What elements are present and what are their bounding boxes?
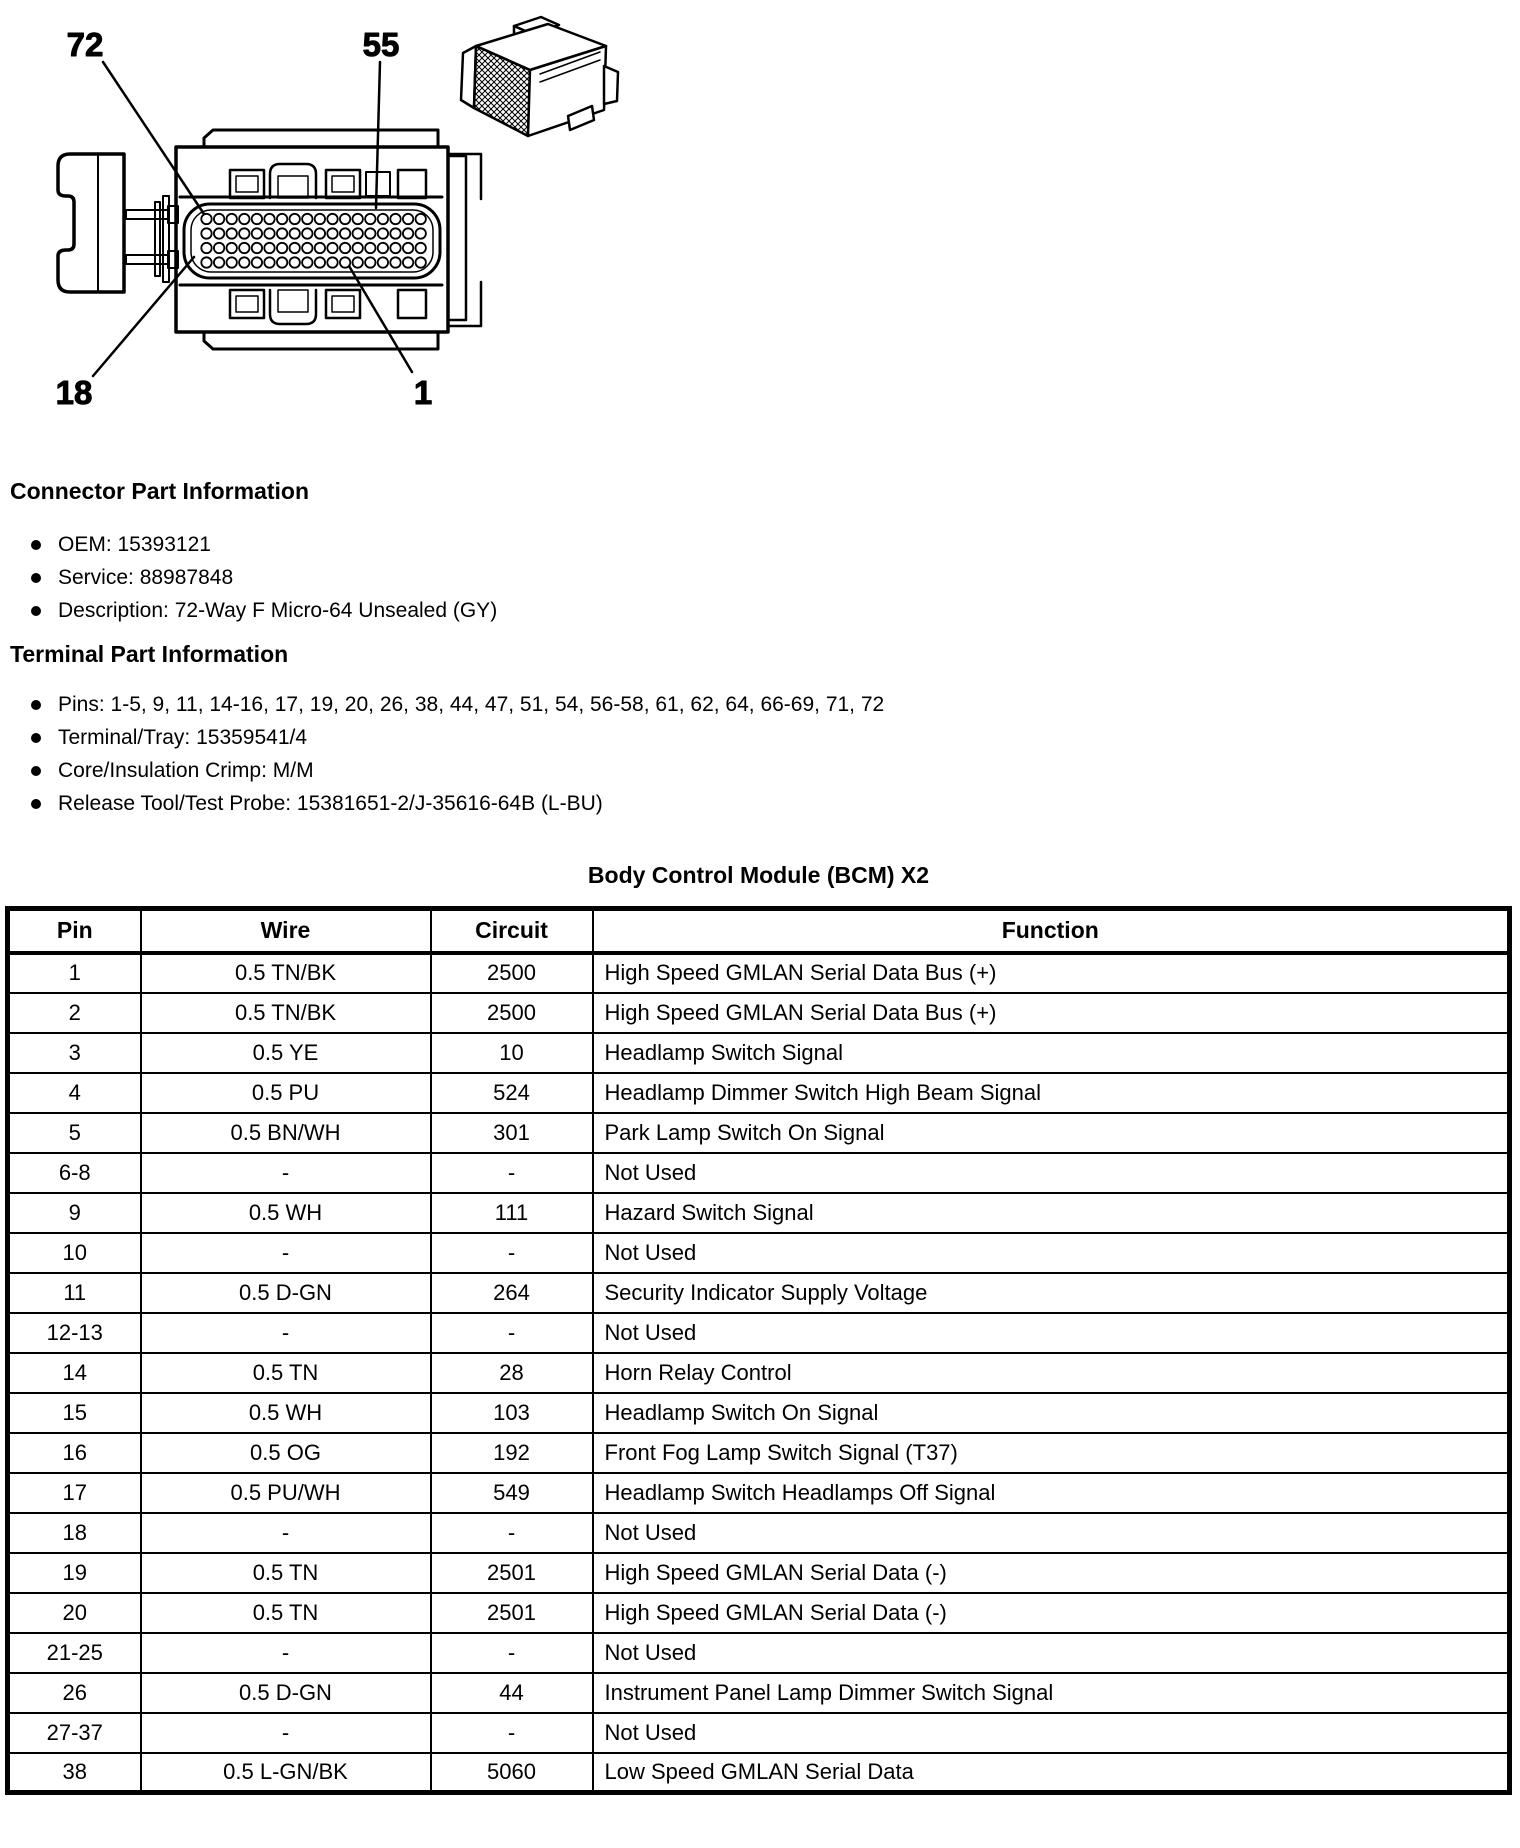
cell-function: Headlamp Dimmer Switch High Beam Signal: [593, 1073, 1510, 1113]
list-item-text: OEM: 15393121: [58, 532, 211, 556]
cell-wire: -: [141, 1713, 431, 1753]
leader-line-72: [103, 62, 204, 214]
column-header-function: Function: [593, 909, 1510, 953]
cell-wire: 0.5 BN/WH: [141, 1113, 431, 1153]
cell-circuit: 103: [431, 1393, 593, 1433]
pin-label-72: 72: [66, 26, 104, 63]
cell-circuit: 192: [431, 1433, 593, 1473]
cell-pin: 6-8: [8, 1153, 141, 1193]
list-item-text: Core/Insulation Crimp: M/M: [58, 758, 314, 782]
cell-wire: 0.5 TN: [141, 1353, 431, 1393]
cell-pin: 15: [8, 1393, 141, 1433]
bullet-icon: [31, 606, 41, 616]
cell-wire: -: [141, 1513, 431, 1553]
list-item: [31, 721, 884, 754]
table-title: Body Control Module (BCM) X2: [587, 862, 930, 888]
cell-pin: 18: [8, 1513, 141, 1553]
list-item: [31, 787, 884, 820]
connector-part-info-heading: Connector Part Information: [10, 478, 310, 504]
leader-line-18: [93, 257, 194, 376]
table-row: [8, 1593, 1510, 1633]
cell-wire: 0.5 TN/BK: [141, 953, 431, 993]
cell-circuit: 44: [431, 1673, 593, 1713]
pin-label-18: 18: [55, 374, 93, 411]
cell-function: Headlamp Switch On Signal: [593, 1393, 1510, 1433]
table-row: [8, 993, 1510, 1033]
cell-function: Security Indicator Supply Voltage: [593, 1273, 1510, 1313]
table-header-row: [8, 909, 1510, 953]
cell-pin: 5: [8, 1113, 141, 1153]
list-item-text: Release Tool/Test Probe: 15381651-2/J-35616-64B (L-BU): [58, 791, 603, 815]
cell-wire: -: [141, 1233, 431, 1273]
table-row: [8, 1393, 1510, 1433]
terminal-part-info-list: [31, 688, 884, 820]
cell-function: Hazard Switch Signal: [593, 1193, 1510, 1233]
table-row: [8, 1673, 1510, 1713]
pin-hole-grid: [201, 214, 426, 268]
table-row: [8, 1033, 1510, 1073]
list-item-text: Pins: 1-5, 9, 11, 14-16, 17, 19, 20, 26, 38, 44, 47, 51, 54, 56-58, 61, 62, 64, 66-69, 71, 72: [58, 692, 885, 716]
cell-circuit: -: [431, 1313, 593, 1353]
table-row: [8, 1433, 1510, 1473]
table-row: [8, 1473, 1510, 1513]
table-row: [8, 1233, 1510, 1273]
top-latch-details: [230, 164, 426, 198]
cell-wire: 0.5 TN: [141, 1593, 431, 1633]
cell-wire: -: [141, 1313, 431, 1353]
connector-face-diagram: [8, 4, 688, 434]
cell-wire: 0.5 OG: [141, 1433, 431, 1473]
bullet-icon: [31, 573, 41, 583]
cell-function: Headlamp Switch Signal: [593, 1033, 1510, 1073]
cell-pin: 26: [8, 1673, 141, 1713]
cell-pin: 21-25: [8, 1633, 141, 1673]
table-row: [8, 1553, 1510, 1593]
cell-circuit: 524: [431, 1073, 593, 1113]
list-item-text: Terminal/Tray: 15359541/4: [58, 725, 308, 749]
table-row: [8, 1513, 1510, 1553]
column-header-circuit: Circuit: [431, 909, 593, 953]
cell-function: Not Used: [593, 1713, 1510, 1753]
pin-label-55: 55: [362, 26, 400, 63]
table-row: [8, 1633, 1510, 1673]
bullet-icon: [31, 799, 41, 809]
cell-circuit: -: [431, 1233, 593, 1273]
bullet-icon: [31, 733, 41, 743]
cell-circuit: 28: [431, 1353, 593, 1393]
table-row: [8, 1353, 1510, 1393]
cell-function: Not Used: [593, 1153, 1510, 1193]
terminal-part-info-heading: Terminal Part Information: [10, 641, 289, 667]
list-item-text: Service: 88987848: [58, 565, 234, 589]
cell-wire: 0.5 TN: [141, 1553, 431, 1593]
left-bracket: [58, 154, 124, 292]
table-row: [8, 1753, 1510, 1793]
cell-wire: 0.5 TN/BK: [141, 993, 431, 1033]
column-header-wire: Wire: [141, 909, 431, 953]
connector-part-info-list: [31, 528, 497, 627]
cell-circuit: -: [431, 1513, 593, 1553]
cell-pin: 12-13: [8, 1313, 141, 1353]
cell-circuit: 2500: [431, 953, 593, 993]
table-row: [8, 1153, 1510, 1193]
list-item: [31, 561, 497, 594]
cell-function: Instrument Panel Lamp Dimmer Switch Signal: [593, 1673, 1510, 1713]
cell-pin: 11: [8, 1273, 141, 1313]
list-item-text: Description: 72-Way F Micro-64 Unsealed (GY): [58, 598, 498, 622]
cell-pin: 16: [8, 1433, 141, 1473]
list-item: [31, 754, 884, 787]
list-item: [31, 528, 497, 561]
cell-pin: 38: [8, 1753, 141, 1793]
pinout-table: [5, 906, 1512, 1795]
cell-pin: 10: [8, 1233, 141, 1273]
cell-wire: 0.5 WH: [141, 1393, 431, 1433]
cell-function: Horn Relay Control: [593, 1353, 1510, 1393]
table-row: [8, 1073, 1510, 1113]
cell-wire: 0.5 PU/WH: [141, 1473, 431, 1513]
bottom-latch-details: [230, 290, 426, 324]
table-row: [8, 1713, 1510, 1753]
cell-wire: 0.5 L-GN/BK: [141, 1753, 431, 1793]
cell-function: High Speed GMLAN Serial Data Bus (+): [593, 993, 1510, 1033]
connector-body: [176, 130, 481, 349]
table-row: [8, 1193, 1510, 1233]
table-row: [8, 1313, 1510, 1353]
cell-wire: 0.5 WH: [141, 1193, 431, 1233]
connector-3d-view: [461, 17, 618, 136]
cell-function: Headlamp Switch Headlamps Off Signal: [593, 1473, 1510, 1513]
cell-function: Not Used: [593, 1233, 1510, 1273]
cell-pin: 19: [8, 1553, 141, 1593]
cell-function: High Speed GMLAN Serial Data Bus (+): [593, 953, 1510, 993]
cell-function: Low Speed GMLAN Serial Data: [593, 1753, 1510, 1793]
cell-pin: 3: [8, 1033, 141, 1073]
cell-wire: 0.5 D-GN: [141, 1273, 431, 1313]
cell-pin: 17: [8, 1473, 141, 1513]
cell-circuit: -: [431, 1633, 593, 1673]
cell-pin: 2: [8, 993, 141, 1033]
cell-wire: 0.5 PU: [141, 1073, 431, 1113]
cell-wire: -: [141, 1153, 431, 1193]
cell-function: Not Used: [593, 1633, 1510, 1673]
cell-circuit: 10: [431, 1033, 593, 1073]
cell-function: Not Used: [593, 1513, 1510, 1553]
terminal-recess: [155, 196, 442, 285]
cell-wire: 0.5 D-GN: [141, 1673, 431, 1713]
cell-circuit: 549: [431, 1473, 593, 1513]
cell-circuit: -: [431, 1153, 593, 1193]
table-row: [8, 1113, 1510, 1153]
cell-function: High Speed GMLAN Serial Data (-): [593, 1553, 1510, 1593]
cell-function: Park Lamp Switch On Signal: [593, 1113, 1510, 1153]
cell-wire: -: [141, 1633, 431, 1673]
list-item: [31, 688, 884, 721]
list-item: [31, 594, 497, 627]
cell-circuit: 2500: [431, 993, 593, 1033]
cell-function: Front Fog Lamp Switch Signal (T37): [593, 1433, 1510, 1473]
cell-pin: 1: [8, 953, 141, 993]
cell-pin: 9: [8, 1193, 141, 1233]
connector-diagram: [8, 4, 688, 434]
pin-label-1: 1: [413, 374, 433, 411]
cell-pin: 14: [8, 1353, 141, 1393]
table-row: [8, 1273, 1510, 1313]
bullet-icon: [31, 766, 41, 776]
cell-function: High Speed GMLAN Serial Data (-): [593, 1593, 1510, 1633]
pinout-table-body: [8, 953, 1510, 1793]
cell-pin: 20: [8, 1593, 141, 1633]
cell-pin: 27-37: [8, 1713, 141, 1753]
cell-circuit: 111: [431, 1193, 593, 1233]
leader-line-55: [376, 62, 380, 208]
cell-circuit: 301: [431, 1113, 593, 1153]
bullet-icon: [31, 700, 41, 710]
cell-circuit: -: [431, 1713, 593, 1753]
column-header-pin: Pin: [8, 909, 141, 953]
cell-circuit: 2501: [431, 1593, 593, 1633]
table-row: [8, 953, 1510, 993]
cell-circuit: 2501: [431, 1553, 593, 1593]
cell-wire: 0.5 YE: [141, 1033, 431, 1073]
bracket-pins: [126, 206, 178, 268]
cell-function: Not Used: [593, 1313, 1510, 1353]
cell-circuit: 264: [431, 1273, 593, 1313]
cell-pin: 4: [8, 1073, 141, 1113]
cell-circuit: 5060: [431, 1753, 593, 1793]
bullet-icon: [31, 540, 41, 550]
